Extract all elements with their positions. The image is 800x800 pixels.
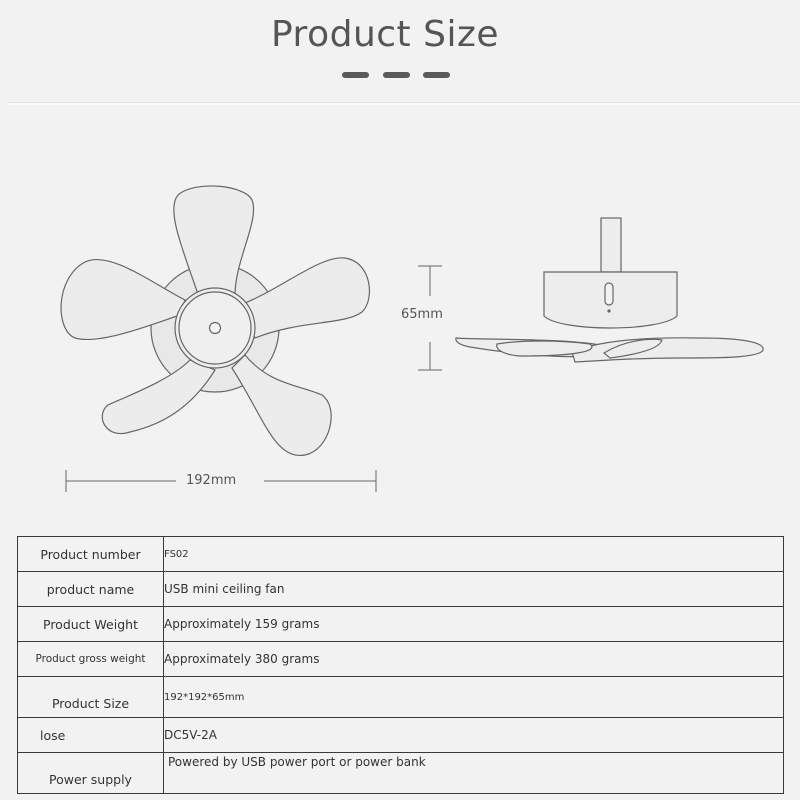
spec-key: lose [18,718,164,753]
spec-value: FS02 [164,537,784,572]
spec-value: DC5V-2A [164,718,784,753]
table-row [18,718,784,753]
spec-value: Powered by USB power port or power bank [164,753,784,794]
table-row [18,642,784,677]
table-row [18,572,784,607]
table-row [18,607,784,642]
spec-key: Power supply [18,753,164,794]
fan-blade [232,355,331,455]
table-row [18,537,784,572]
page-title: Product Size [270,14,500,55]
spec-value: USB mini ceiling fan [164,572,784,607]
fan-blade [240,258,369,338]
spec-key: Product number [18,537,164,572]
spec-key: Product Size [18,677,164,718]
spec-table [17,536,784,794]
table-row [18,677,784,718]
fan-blade [102,360,215,434]
fan-top-view-drawing [0,150,800,510]
dash [342,72,369,78]
spec-value: Approximately 159 grams [164,607,784,642]
table-row [18,753,784,794]
spec-key: product name [18,572,164,607]
width-dimension-label: 192mm [186,473,237,488]
spec-value: 192*192*65mm [164,677,784,718]
spec-value: Approximately 380 grams [164,642,784,677]
height-dimension-label: 65mm [401,307,443,322]
dash [383,72,410,78]
title-underline-dashes [342,72,452,80]
section-divider [8,102,800,105]
spec-key: Product Weight [18,607,164,642]
dash [423,72,450,78]
fan-side-view-drawing [456,218,763,362]
spec-key: Product gross weight [18,642,164,677]
